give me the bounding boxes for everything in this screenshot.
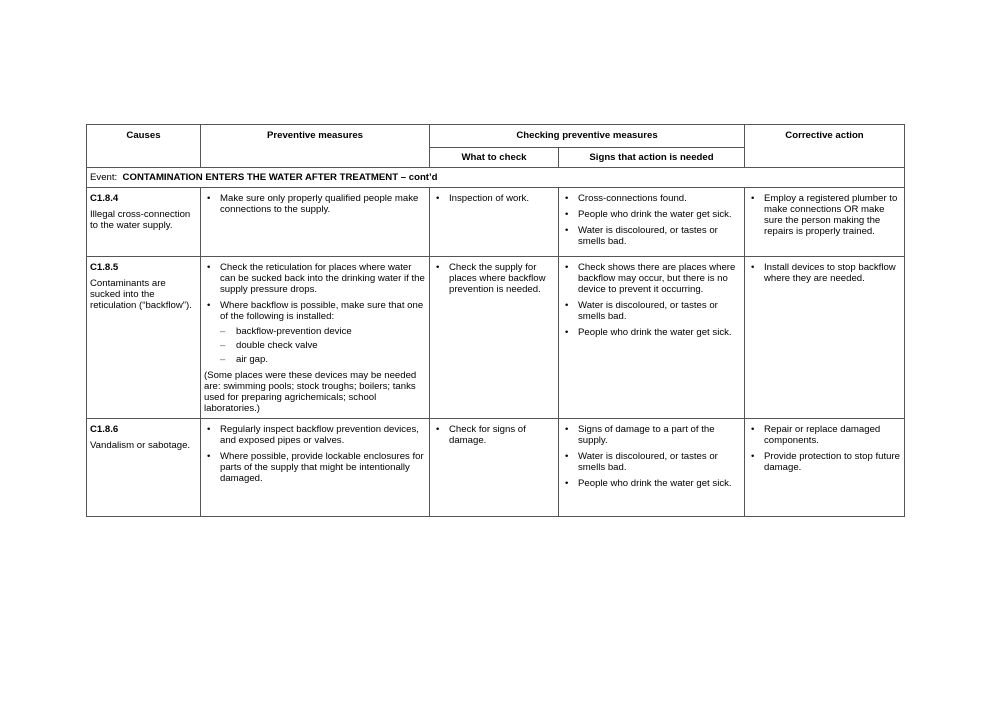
event-title: CONTAMINATION ENTERS THE WATER AFTER TREATMENT – cont’d <box>122 172 438 183</box>
event-prefix: Event: <box>90 172 118 183</box>
sub-list-item: – double check valve <box>220 340 426 351</box>
corrective-cell <box>745 188 905 257</box>
list-item: • Provide protection to stop future damage. <box>748 451 901 473</box>
list-item: • Signs of damage to a part of the supply. <box>562 424 741 446</box>
list-item <box>204 300 426 365</box>
header-corrective-action: Corrective action <box>745 125 905 168</box>
cause-text: Vandalism or sabotage. <box>90 440 191 451</box>
list-item: • Repair or replace damaged components. <box>748 424 901 446</box>
header-what-to-check: What to check <box>430 148 559 168</box>
sub-list-item: – backflow-prevention device <box>220 326 426 337</box>
table-row <box>87 188 905 257</box>
cause-cell <box>87 419 201 517</box>
list-item: • Check for signs of damage. <box>433 424 555 446</box>
signs-cell <box>559 188 745 257</box>
table-row <box>87 257 905 419</box>
corrective-cell <box>745 419 905 517</box>
list-item: • Check shows there are places where backflow may occur, but there is no device to prevent it occurring. <box>562 262 741 295</box>
list-item: • Water is discoloured, or tastes or smells bad. <box>562 451 741 473</box>
list-item: • Water is discoloured, or tastes or smells bad. <box>562 225 741 247</box>
list-item: • Where possible, provide lockable enclosures for parts of the supply that might be intentionally damaged. <box>204 451 426 484</box>
header-causes: Causes <box>87 125 201 168</box>
list-item: • Regularly inspect backflow prevention devices, and exposed pipes or valves. <box>204 424 426 446</box>
list-item: • Check the reticulation for places where water can be sucked back into the drinking water if the supply pressure drops. <box>204 262 426 295</box>
cause-cell <box>87 188 201 257</box>
list-item: • Water is discoloured, or tastes or smells bad. <box>562 300 741 322</box>
signs-cell <box>559 419 745 517</box>
list-item: • Inspection of work. <box>433 193 555 204</box>
list-item: • Cross-connections found. <box>562 193 741 204</box>
check-cell <box>430 188 559 257</box>
list-item: • People who drink the water get sick. <box>562 209 741 220</box>
cause-code: C1.8.5 <box>90 262 119 273</box>
list-item: • People who drink the water get sick. <box>562 327 741 338</box>
list-item: • Employ a registered plumber to make connections OR make sure the person making the repairs is properly trained. <box>748 193 901 237</box>
list-item: • Install devices to stop backflow where they are needed. <box>748 262 901 284</box>
cause-cell <box>87 257 201 419</box>
header-preventive-measures: Preventive measures <box>201 125 430 168</box>
event-row <box>87 168 905 188</box>
corrective-cell <box>745 257 905 419</box>
signs-cell <box>559 257 745 419</box>
check-cell <box>430 257 559 419</box>
cause-code: C1.8.4 <box>90 193 119 204</box>
check-cell <box>430 419 559 517</box>
cause-text: Contaminants are sucked into the reticulation (“backflow”). <box>90 278 192 311</box>
preventive-cell <box>201 188 430 257</box>
list-item: • People who drink the water get sick. <box>562 478 741 489</box>
list-item: • Check the supply for places where backflow prevention is needed. <box>433 262 555 295</box>
header-signs-action-needed: Signs that action is needed <box>559 148 745 168</box>
preventive-cell <box>201 257 430 419</box>
preventive-cell <box>201 419 430 517</box>
sub-list-item: – air gap. <box>220 354 426 365</box>
list-item: • Make sure only properly qualified people make connections to the supply. <box>204 193 426 215</box>
cause-text: Illegal cross-connection to the water supply. <box>90 209 191 231</box>
cause-code: C1.8.6 <box>90 424 119 435</box>
risk-table <box>86 124 905 517</box>
list-item-text: Where backflow is possible, make sure that one of the following is installed: <box>220 300 424 322</box>
table-row <box>87 419 905 517</box>
header-checking-preventive-measures: Checking preventive measures <box>430 125 745 148</box>
preventive-note: (Some places were these devices may be needed are: swimming pools; stock troughs; boilers; tanks used for preparing agrichemicals; school laboratories.) <box>204 370 417 414</box>
